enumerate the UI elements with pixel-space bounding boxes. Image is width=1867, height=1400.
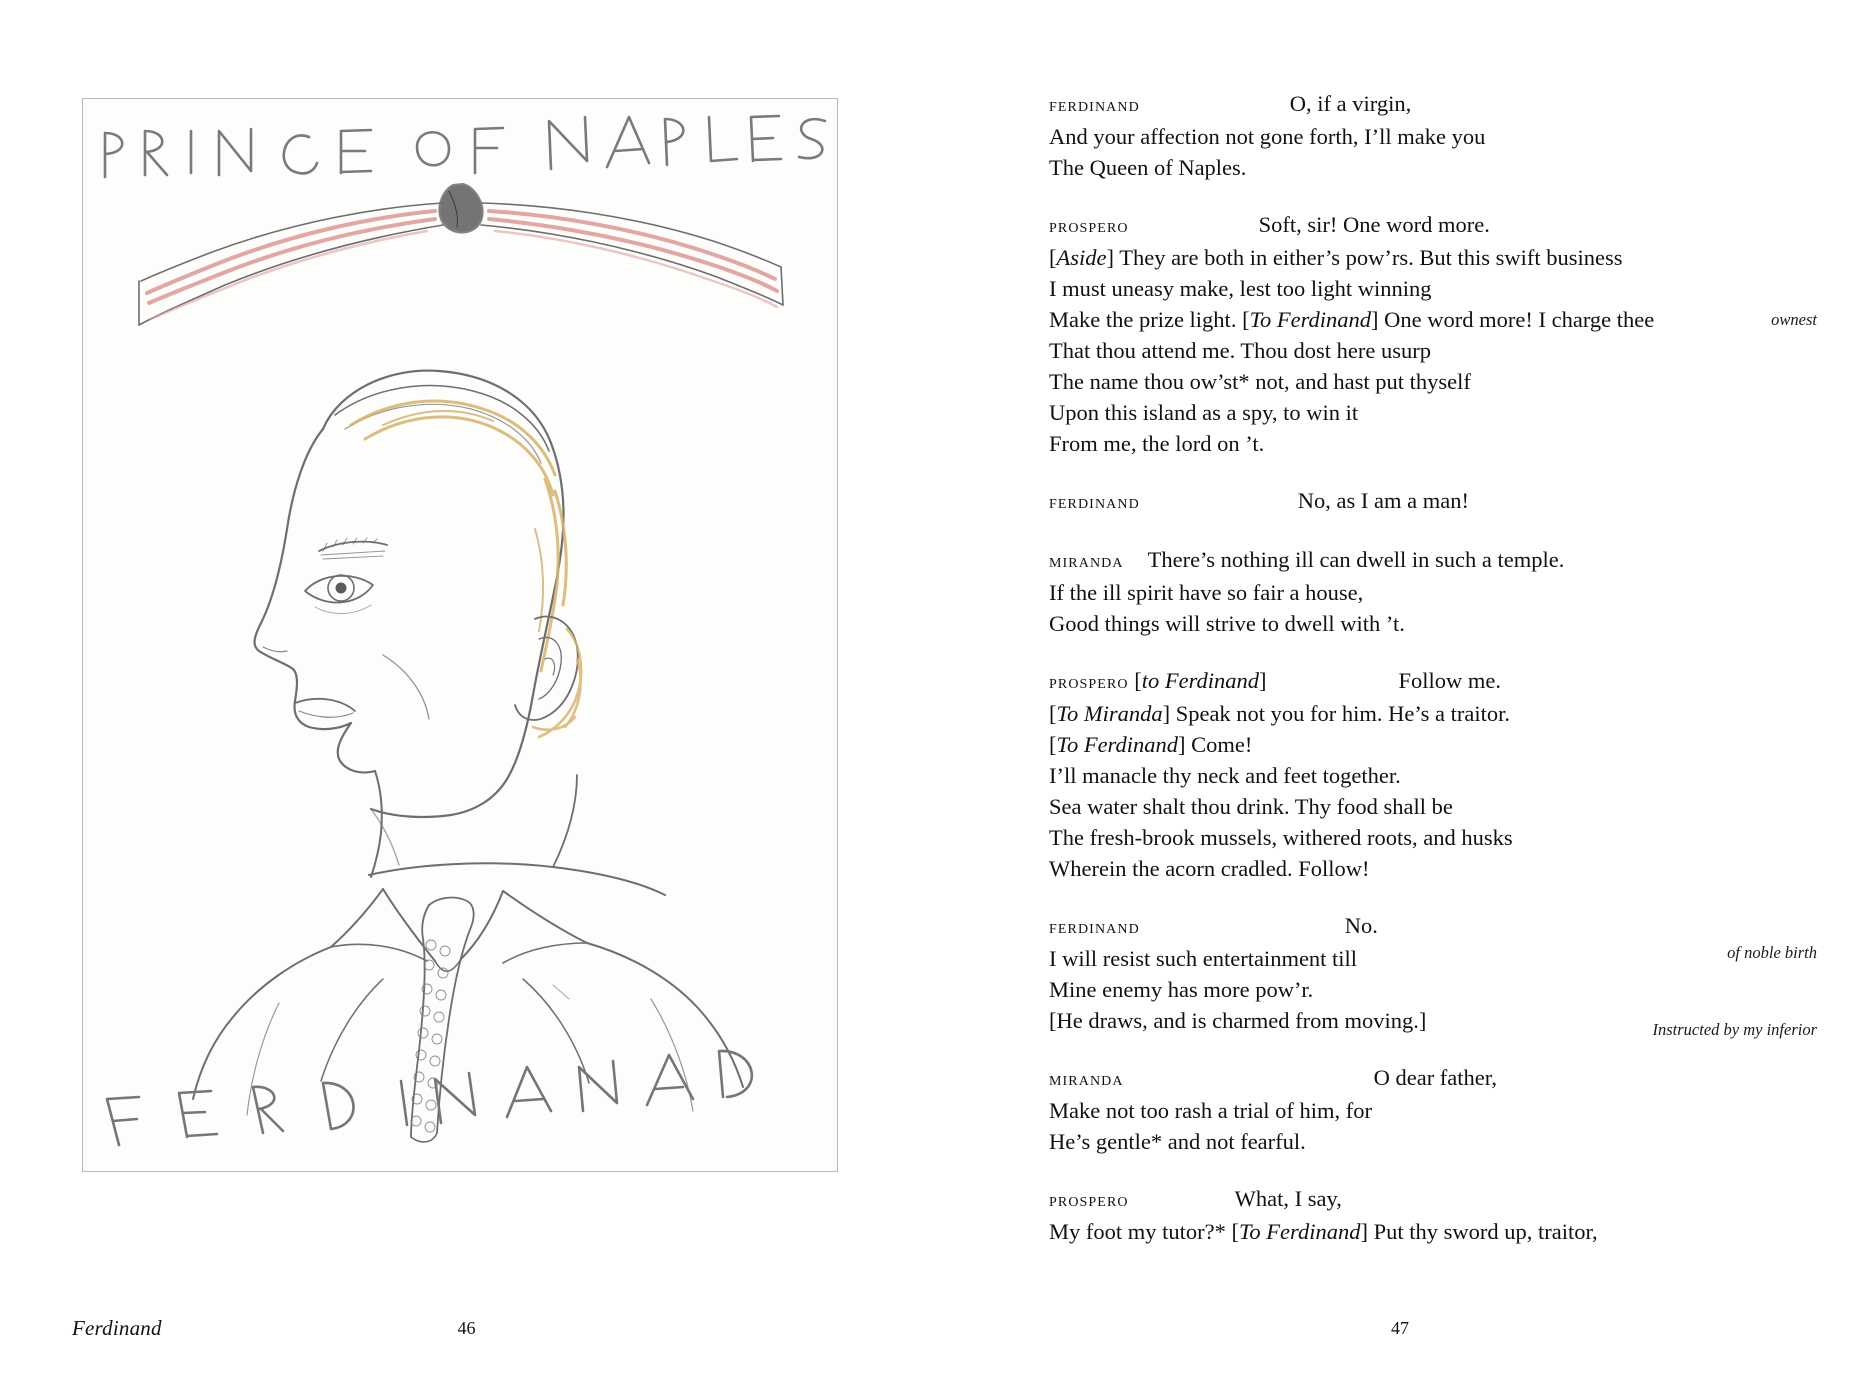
- gloss-instructed-by-my-inferior: Instructed by my inferior: [1652, 1020, 1817, 1039]
- speech-line: [1049, 910, 1749, 943]
- speech-line: The fresh-brook mussels, withered roots, and husks: [1049, 825, 1513, 850]
- speech-line-glossed: [1049, 1216, 1749, 1247]
- speech-line: [1049, 88, 1749, 121]
- speech-line: Upon this island as a spy, to win it: [1049, 400, 1359, 425]
- speech-line: [1049, 209, 1749, 242]
- right-page: [933, 0, 1867, 1400]
- bracket-open: [: [1049, 245, 1057, 270]
- speaker-label: miranda: [1049, 1069, 1124, 1090]
- play-text-column: [1049, 88, 1749, 1273]
- gloss-of-noble-birth: of noble birth: [1727, 943, 1817, 962]
- speech-text: Soft, sir! One word more.: [1258, 212, 1490, 237]
- left-page-folio: 46: [457, 1318, 476, 1338]
- illustration-frame: [82, 98, 838, 1172]
- speaker-label: ferdinand: [1049, 95, 1140, 116]
- speech-line: Mine enemy has more pow’r.: [1049, 977, 1314, 1002]
- speech-prospero-3: [1049, 1183, 1749, 1247]
- stage-direction: To Ferdinand: [1238, 1219, 1361, 1244]
- stage-direction: To Ferdinand: [1056, 732, 1178, 757]
- speaker-label: prospero: [1049, 1190, 1129, 1211]
- ferdinand-portrait-illustration: [83, 99, 837, 1171]
- speech-line: I’ll manacle thy neck and feet together.: [1049, 763, 1401, 788]
- speech-text: O, if a virgin,: [1289, 91, 1412, 116]
- speech-line: And your affection not gone forth, I’ll make you: [1049, 124, 1486, 149]
- speaker-label: ferdinand: [1049, 492, 1140, 513]
- left-page-caption: Ferdinand: [72, 1316, 162, 1340]
- bracket-close: ]: [1259, 668, 1267, 693]
- speech-miranda-1: [1049, 544, 1749, 639]
- speech-text: O dear father,: [1373, 1065, 1497, 1090]
- stage-direction: To Miranda: [1056, 701, 1163, 726]
- speech-line: [1049, 544, 1749, 577]
- speech-line: Sea water shalt thou drink. Thy food shall be: [1049, 794, 1453, 819]
- speech-line: That thou attend me. Thou dost here usurp: [1049, 338, 1432, 363]
- speech-line-glossed: He’s gentle* and not fearful.: [1049, 1129, 1306, 1154]
- speech-line: [1049, 1183, 1749, 1216]
- speech-ferdinand-2: [1049, 485, 1749, 518]
- speech-text: No, as I am a man!: [1297, 488, 1469, 513]
- speech-line: [1049, 1062, 1749, 1095]
- speech-prospero-2: [1049, 665, 1749, 884]
- speech-miranda-2: [1049, 1062, 1749, 1157]
- speech-line: [1049, 304, 1749, 335]
- speech-line-glossed: The name thou ow’st* not, and hast put thyself: [1049, 369, 1471, 394]
- stage-direction: To Ferdinand: [1249, 307, 1372, 332]
- speech-text: ] Come!: [1177, 732, 1253, 757]
- speech-text: Make the prize light. [: [1049, 307, 1250, 332]
- speech-line: [1049, 729, 1749, 760]
- speech-line: I will resist such entertainment till: [1049, 946, 1358, 971]
- speech-prospero-1: [1049, 209, 1749, 459]
- speech-line: I must uneasy make, lest too light winning: [1049, 276, 1432, 301]
- speech-line: Good things will strive to dwell with ’t.: [1049, 611, 1405, 636]
- bracket-open: [: [1049, 701, 1057, 726]
- speech-ferdinand-1: [1049, 88, 1749, 183]
- speaker-label: prospero: [1049, 216, 1129, 237]
- speech-line: [1049, 242, 1749, 273]
- left-page: [0, 0, 933, 1400]
- speech-text: No.: [1344, 913, 1378, 938]
- speech-line: Wherein the acorn cradled. Follow!: [1049, 856, 1370, 881]
- speech-line: The Queen of Naples.: [1049, 155, 1247, 180]
- speech-text: ] One word more! I charge thee: [1371, 307, 1655, 332]
- speech-line: [1049, 485, 1749, 518]
- speech-line: [1049, 698, 1749, 729]
- speech-text: ] They are both in either’s pow’rs. But this swift business: [1106, 245, 1623, 270]
- right-page-folio: 47: [1391, 1318, 1409, 1338]
- speaker-label: ferdinand: [1049, 917, 1140, 938]
- bracket-open: [: [1134, 668, 1142, 693]
- speech-line: If the ill spirit have so fair a house,: [1049, 580, 1364, 605]
- speech-text: There’s nothing ill can dwell in such a temple.: [1147, 547, 1565, 572]
- speech-text: My foot my tutor?* [: [1049, 1219, 1239, 1244]
- bracket-open: [: [1049, 732, 1057, 757]
- stage-direction: to Ferdinand: [1141, 668, 1260, 693]
- speaker-label: miranda: [1049, 551, 1124, 572]
- speech-line: From me, the lord on ’t.: [1049, 431, 1265, 456]
- speech-ferdinand-3: [1049, 910, 1749, 1036]
- speech-text: Follow me.: [1398, 668, 1502, 693]
- speech-line: Make not too rash a trial of him, for: [1049, 1098, 1373, 1123]
- speech-line: [He draws, and is charmed from moving.]: [1049, 1008, 1427, 1033]
- stage-direction: Aside: [1056, 245, 1107, 270]
- gloss-ownest: ownest: [1771, 310, 1817, 329]
- speech-line: [1049, 665, 1749, 698]
- speech-text: ] Speak not you for him. He’s a traitor.: [1162, 701, 1511, 726]
- speaker-label: prospero: [1049, 672, 1129, 693]
- speech-text: ] Put thy sword up, traitor,: [1360, 1219, 1598, 1244]
- speech-text: What, I say,: [1234, 1186, 1342, 1211]
